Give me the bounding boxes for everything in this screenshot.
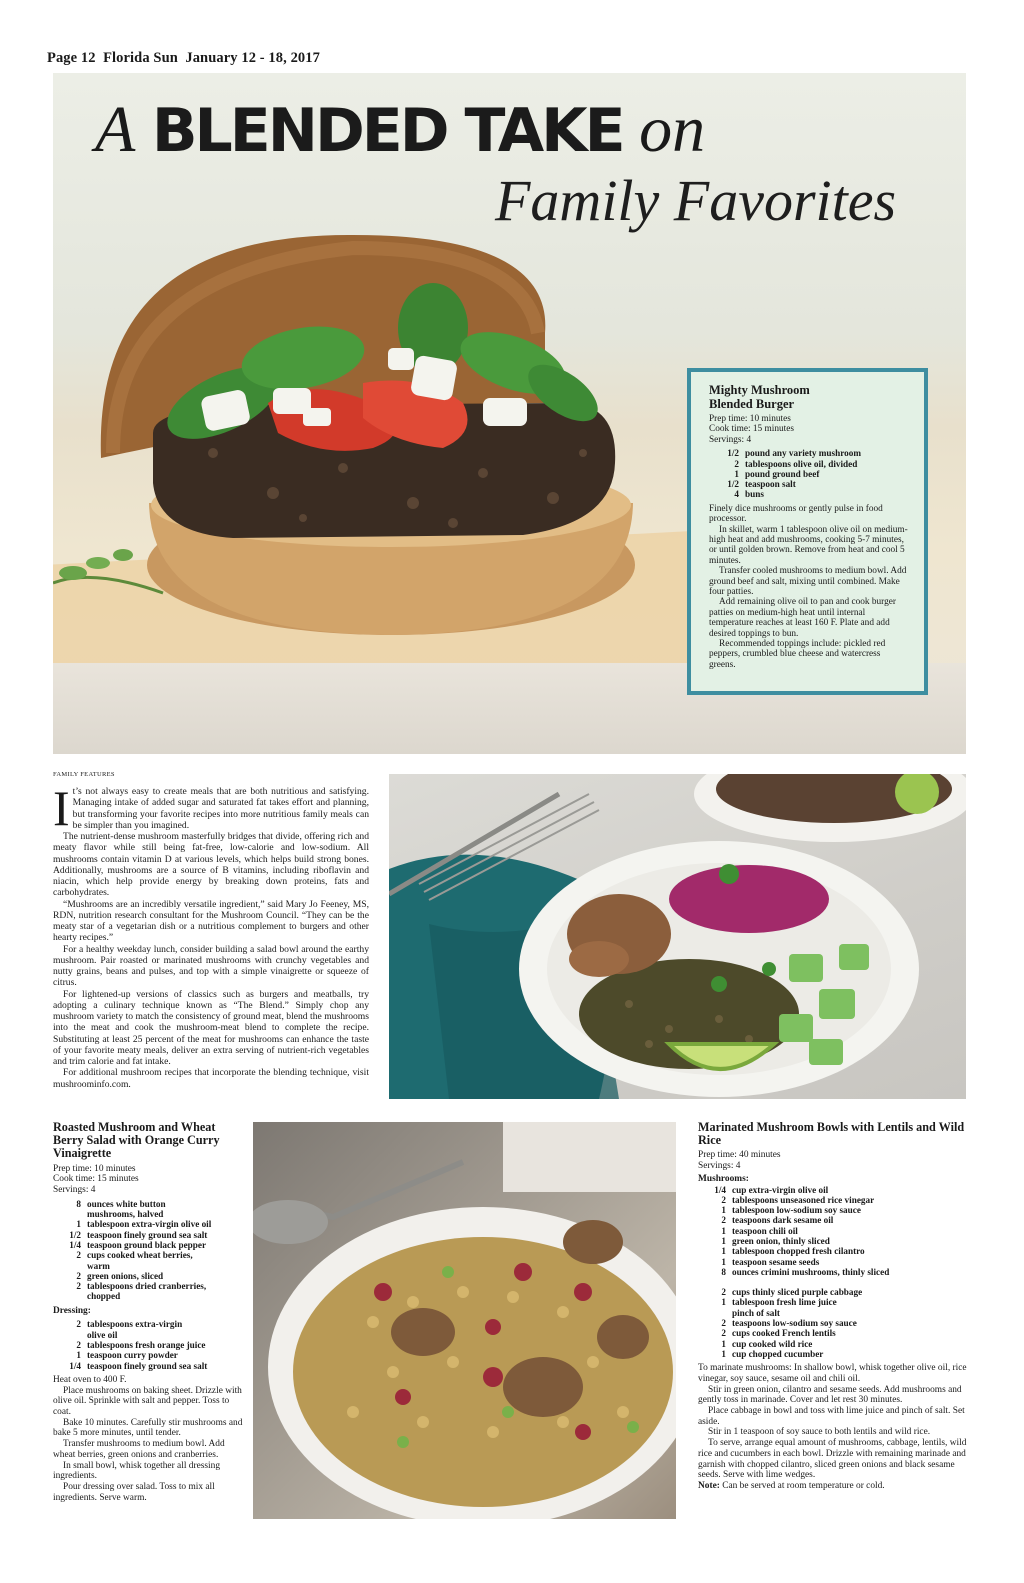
ingredient-qty: 2: [76, 1270, 81, 1281]
ingredient-text: cup cooked wild rice: [732, 1338, 813, 1349]
ingredient-text: pound any variety mushroom: [745, 448, 861, 459]
ingredient-row: [698, 1349, 968, 1359]
ingredient-qty: 2: [721, 1287, 726, 1298]
ingredient-text: teaspoon finely ground sea salt: [87, 1360, 208, 1371]
direction-paragraph: Pour dressing over salad. Toss to mix all ingredients. Serve warm.: [53, 1481, 215, 1503]
bowl-recipe-title: Marinated Mushroom Bowls with Lentils and Wild Rice: [698, 1120, 965, 1148]
ingredient-row: [698, 1185, 968, 1195]
direction-paragraph: Place mushrooms on baking sheet. Drizzle with olive oil. Sprinkle with salt and pepper. Toss to coat.: [53, 1385, 242, 1417]
ingredient-row: [709, 489, 908, 499]
direction-paragraph: Recommended toppings include: pickled red peppers, crumbled blue cheese and watercress greens.: [709, 638, 886, 670]
article-paragraph: For a healthy weekday lunch, consider building a salad bowl around the earthy mushroom. Pair roasted or marinated mushrooms with crunchy vegetables and nutty grains, beans and pulses, and top with a simple vinaigrette or squeeze of citrus.: [53, 943, 369, 989]
source-credit: FAMILY FEATURES: [53, 771, 115, 778]
ingredient-row: [53, 1240, 243, 1250]
ingredient-text: tablespoon low-sodium soy sauce: [732, 1205, 861, 1216]
ingredient-row: [709, 448, 908, 458]
burger-ingredients: [709, 448, 908, 499]
ingredient-qty: 1/4: [714, 1184, 726, 1195]
ingredient-row: [698, 1246, 968, 1256]
dressing-label: Dressing:: [53, 1305, 91, 1316]
ingredient-qty: 1: [734, 468, 739, 479]
ingredient-text: teaspoon curry powder: [87, 1350, 178, 1361]
ingredient-qty: 1: [721, 1348, 726, 1359]
ingredient-qty: 2: [721, 1215, 726, 1226]
ingredient-text: teaspoon sesame seeds: [732, 1256, 820, 1267]
ingredient-row: [53, 1350, 243, 1360]
headline-main: BLENDED TAKE: [151, 96, 623, 166]
ingredient-row: [709, 469, 908, 479]
ingredient-text: tablespoons fresh orange juice: [87, 1339, 206, 1350]
ingredient-row: [709, 459, 908, 469]
ingredient-text: teaspoon chili oil: [732, 1225, 798, 1236]
salad-prep-time: Prep time: 10 minutes: [53, 1163, 136, 1174]
ingredient-row: [698, 1328, 968, 1338]
salad-servings: Servings: 4: [53, 1185, 96, 1196]
burger-recipe-box: [687, 368, 928, 695]
headline-line1: [95, 93, 706, 166]
bowl-note: [698, 1481, 968, 1492]
ingredient-qty: 1: [76, 1350, 81, 1361]
ingredient-qty: 1: [721, 1225, 726, 1236]
ingredient-text: tablespoons dried cranberries,: [87, 1281, 207, 1292]
ingredient-row: [698, 1226, 968, 1236]
ingredient-qty: 2: [721, 1318, 726, 1329]
salad-recipe-title: Roasted Mushroom and Wheat Berry Salad with Orange Curry Vinaigrette: [53, 1120, 220, 1161]
ingredient-qty: 2: [721, 1194, 726, 1205]
burger-title-line2: Blended Burger: [709, 396, 795, 411]
ingredient-qty: 2: [734, 458, 739, 469]
ingredient-text: tablespoons extra-virgin: [87, 1319, 183, 1330]
burger-servings: Servings: 4: [709, 434, 752, 445]
salad-ingredients: [53, 1199, 243, 1302]
ingredient-continuation: warm: [87, 1260, 110, 1271]
headline-line2: Family Favorites: [495, 168, 897, 233]
mushrooms-label: Mushrooms:: [698, 1173, 749, 1184]
ingredient-text: tablespoons unseasoned rice vinegar: [732, 1194, 875, 1205]
bowl-ingredients-mushrooms: [698, 1185, 968, 1278]
ingredient-text: green onion, thinly sliced: [732, 1236, 830, 1246]
direction-paragraph: Heat oven to 400 F.: [53, 1374, 127, 1385]
ingredient-row: [698, 1287, 968, 1297]
ingredient-qty: 1: [721, 1297, 726, 1308]
headline-a: A: [95, 93, 136, 166]
ingredient-continuation: olive oil: [87, 1329, 118, 1340]
direction-paragraph: In skillet, warm 1 tablespoon olive oil on medium-high heat and add mushrooms, cooking 5-7 minutes, or until golden brown. Remove from heat and cool 5 minutes.: [709, 524, 908, 566]
ingredient-text: tablespoon extra-virgin olive oil: [87, 1219, 212, 1230]
ingredient-row: [53, 1199, 243, 1220]
ingredient-qty: 1: [721, 1338, 726, 1349]
burger-prep-time: Prep time: 10 minutes: [709, 414, 791, 424]
ingredient-continuation: mushrooms, halved: [87, 1209, 164, 1220]
ingredient-qty: 1/2: [727, 448, 739, 459]
ingredient-qty: 2: [76, 1281, 81, 1292]
bowl-ingredients-base: [698, 1287, 968, 1359]
ingredient-qty: 2: [76, 1339, 81, 1350]
hero-burger-photo: [53, 73, 966, 754]
salad-directions: [53, 1375, 243, 1503]
ingredient-text: teaspoon salt: [745, 479, 796, 490]
ingredient-text: tablespoon fresh lime juice: [732, 1297, 837, 1308]
ingredient-row: [53, 1250, 243, 1271]
ingredient-text: teaspoons dark sesame oil: [732, 1215, 834, 1226]
burger-recipe-title: [709, 384, 908, 411]
ingredient-text: green onions, sliced: [87, 1270, 164, 1281]
ingredient-text: cup extra-virgin olive oil: [732, 1184, 829, 1195]
wheat-berry-salad-photo: [253, 1122, 676, 1519]
ingredient-row: [709, 479, 908, 489]
ingredient-row: [698, 1236, 968, 1246]
ingredient-row: [698, 1195, 968, 1205]
ingredient-text: ounces crimini mushrooms, thinly sliced: [732, 1266, 890, 1277]
ingredient-text: tablespoons olive oil, divided: [745, 458, 858, 469]
note-text: Can be served at room temperature or cold.: [722, 1481, 885, 1491]
burger-cook-time: Cook time: 15 minutes: [709, 424, 794, 435]
paragraph-text: t’s not always easy to create meals that are both nutritious and satisfying. Managing intake of added sugar and saturated fat takes effort and planning, but transforming your favorite recipes into more nutritious family meals can be simpler than you imagined.: [72, 786, 369, 831]
ingredient-row: [53, 1271, 243, 1281]
ingredient-row: [698, 1297, 968, 1318]
ingredient-text: cups cooked wheat berries,: [87, 1250, 193, 1261]
ingredient-text: pound ground beef: [745, 468, 820, 479]
direction-paragraph: Place cabbage in bowl and toss with lime juice and pinch of salt. Set aside.: [698, 1406, 965, 1427]
direction-paragraph: Stir in 1 teaspoon of soy sauce to both lentils and wild rice.: [708, 1427, 931, 1438]
ingredient-qty: 1: [721, 1205, 726, 1216]
bowl-directions: [698, 1363, 968, 1491]
ingredient-row: [698, 1267, 968, 1277]
ingredient-row: [53, 1230, 243, 1240]
drop-cap: I: [53, 780, 70, 836]
ingredient-qty: 1/2: [727, 479, 739, 490]
direction-paragraph: Transfer mushrooms to medium bowl. Add wheat berries, green onions and cranberries.: [53, 1439, 225, 1460]
direction-paragraph: In small bowl, whisk together all dressing ingredients.: [53, 1460, 221, 1482]
ingredient-qty: 2: [76, 1250, 81, 1261]
ingredient-text: cups thinly sliced purple cabbage: [732, 1287, 863, 1298]
ingredient-row: [698, 1215, 968, 1225]
burger-title-line1: Mighty Mushroom: [709, 383, 810, 397]
article-body: [53, 780, 369, 1090]
ingredient-row: [53, 1361, 243, 1371]
bowl-servings: Servings: 4: [698, 1161, 741, 1172]
ingredient-row: [698, 1318, 968, 1328]
masthead: Page 12 Florida Sun January 12 - 18, 2017: [47, 50, 320, 66]
salad-illustration: [253, 1122, 676, 1519]
burger-directions: [709, 504, 908, 671]
bowl-recipe: [698, 1121, 968, 1492]
direction-paragraph: Stir in green onion, cilantro and sesame seeds. Add mushrooms and gently toss in marinade. Cover and let rest 30 minutes.: [698, 1384, 962, 1406]
direction-paragraph: Transfer cooled mushrooms to medium bowl. Add ground beef and salt, mixing until combined. Make four patties.: [709, 566, 907, 597]
ingredient-row: [698, 1205, 968, 1215]
article-paragraph: For lightened-up versions of classics such as burgers and meatballs, try adopting a culinary technique known as “The Blend.” Simply chop any mushroom variety to match the consistency of ground meat, blend the mushrooms into the meat and cook the mushroom-meat blend to complete the recipe. Substituting at least 25 percent of the meat for mushrooms can enhance the taste of your favorite meaty meals, deliver an extra serving of nutrient-rich vegetables and trim calorie and fat intake.: [53, 988, 369, 1067]
ingredient-row: [53, 1340, 243, 1350]
note-label: Note:: [698, 1481, 720, 1491]
article-paragraph: [53, 780, 369, 836]
ingredient-text: cups cooked French lentils: [732, 1328, 836, 1339]
ingredient-row: [53, 1281, 243, 1302]
direction-paragraph: To serve, arrange equal amount of mushrooms, cabbage, lentils, wild rice and cucumbers in each bowl. Drizzle with remaining marinade and garnish with chopped cilantro, sliced green onions and black sesame seeds. Serve with lime wedges.: [698, 1438, 967, 1481]
article-paragraph: “Mushrooms are an incredibly versatile ingredient,” said Mary Jo Feeney, MS, RDN, nutrition research consultant for the Mushroom Council. “They can be the meaty star of a vegetarian dish or a nutritious complement to burgers and other hearty recipes.”: [53, 898, 369, 944]
direction-paragraph: Add remaining olive oil to pan and cook burger patties on medium-high heat until internal temperature reaches at least 160 F. Plate and add desired toppings to bun.: [709, 597, 896, 639]
ingredient-row: [698, 1257, 968, 1267]
ingredient-qty: 2: [721, 1328, 726, 1339]
headline-on: on: [639, 93, 706, 166]
article-paragraph: The nutrient-dense mushroom masterfully bridges that divide, offering rich and meaty flavor while still being fat-free, low-calorie and low-sodium. All mushrooms contain vitamin D at various levels, which helps build strong bones. Additionally, mushrooms are a source of B vitamins, including riboflavin and niacin, which help provide energy by breaking down proteins, fats and carbohydrates.: [53, 831, 369, 899]
ingredient-qty: 1/4: [69, 1239, 81, 1250]
ingredient-qty: 2: [76, 1319, 81, 1330]
ingredient-qty: 1: [721, 1246, 726, 1257]
article-paragraph: For additional mushroom recipes that incorporate the blending technique, visit mushroominfo.com.: [53, 1067, 369, 1090]
ingredient-text: teaspoon ground black pepper: [87, 1239, 207, 1250]
ingredient-qty: 1: [721, 1236, 726, 1246]
ingredient-row: [53, 1219, 243, 1229]
salad-recipe: [53, 1121, 243, 1503]
direction-paragraph: Bake 10 minutes. Carefully stir mushrooms and bake 5 more minutes, until tender.: [53, 1417, 243, 1439]
ingredient-row: [698, 1339, 968, 1349]
ingredient-qty: 1/4: [69, 1360, 81, 1371]
ingredient-continuation: pinch of salt: [732, 1307, 780, 1318]
dressing-ingredients: [53, 1319, 243, 1370]
ingredient-qty: 4: [734, 489, 739, 500]
bowl-prep-time: Prep time: 40 minutes: [698, 1150, 781, 1161]
ingredient-continuation: chopped: [87, 1291, 121, 1302]
ingredient-qty: 8: [76, 1198, 81, 1209]
ingredient-text: ounces white button: [87, 1198, 166, 1209]
ingredient-qty: 1/2: [69, 1229, 81, 1240]
salad-cook-time: Cook time: 15 minutes: [53, 1174, 139, 1185]
ingredient-text: teaspoons low-sodium soy sauce: [732, 1318, 857, 1329]
ingredient-text: teaspoon finely ground sea salt: [87, 1229, 208, 1240]
ingredient-row: [53, 1319, 243, 1340]
bowl-illustration: [389, 774, 966, 1099]
ingredient-qty: 1: [76, 1219, 81, 1230]
direction-paragraph: To marinate mushrooms: In shallow bowl, whisk together olive oil, rice vinegar, soy sauce, sesame oil and chili oil.: [698, 1363, 967, 1384]
ingredient-qty: 8: [721, 1266, 726, 1277]
ingredient-text: buns: [745, 489, 764, 500]
direction-paragraph: Finely dice mushrooms or gently pulse in food processor.: [709, 503, 883, 525]
ingredient-text: tablespoon chopped fresh cilantro: [732, 1246, 865, 1257]
ingredient-qty: 1: [721, 1256, 726, 1267]
ingredient-text: cup chopped cucumber: [732, 1348, 824, 1359]
mushroom-bowl-photo: [389, 774, 966, 1099]
